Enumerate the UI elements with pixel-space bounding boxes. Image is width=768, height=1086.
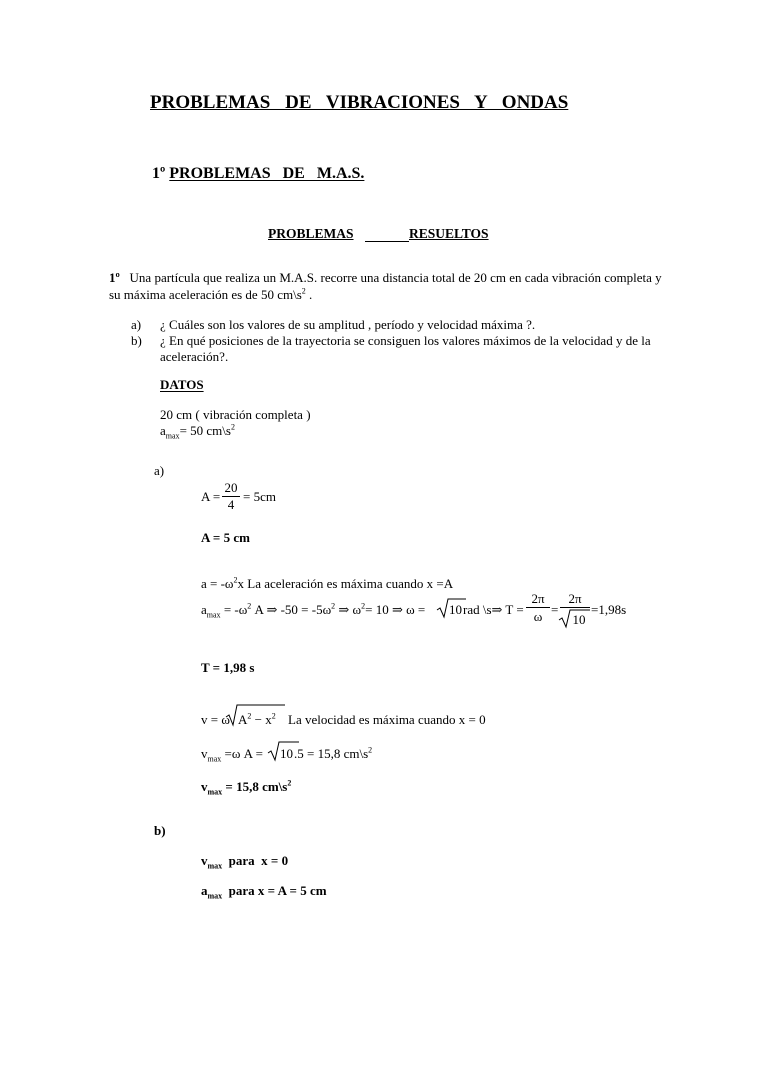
amp-denominator: 4 bbox=[227, 497, 235, 512]
omega-line bbox=[201, 601, 426, 620]
omega-p4: ⇒ ω bbox=[335, 602, 362, 617]
vel-pre: v = ω bbox=[201, 712, 230, 727]
vmax-v: v bbox=[201, 746, 208, 761]
vmax-result-value: = 15,8 cm\s bbox=[222, 779, 288, 794]
vmax-p3: .5 = 15,8 cm\s bbox=[294, 746, 369, 761]
datos-line1: 20 cm ( vibración completa ) bbox=[160, 407, 311, 422]
vmax-v-sub: max bbox=[207, 754, 222, 764]
section-number: 1º bbox=[152, 165, 166, 182]
problem-statement-line2 bbox=[109, 287, 312, 302]
subtitle-left: PROBLEMAS bbox=[268, 226, 354, 241]
problem-text-2-exp: 2 bbox=[301, 286, 306, 296]
datos-a-sub: max bbox=[165, 431, 180, 441]
vmax-sqrt-arg: 10 bbox=[280, 746, 293, 761]
datos-line2 bbox=[160, 422, 235, 441]
part-b-label: b) bbox=[154, 823, 166, 838]
vmax-result-v: v bbox=[201, 779, 208, 794]
document-title: PROBLEMAS DE VIBRACIONES Y ONDAS bbox=[150, 92, 569, 113]
vel-post: La velocidad es máxima cuando x = 0 bbox=[288, 712, 486, 727]
problem-text-2-end: . bbox=[305, 287, 313, 302]
datos-heading: DATOS bbox=[160, 377, 204, 392]
omega-p2-exp: 2 bbox=[247, 601, 252, 611]
part-b-line1 bbox=[201, 853, 289, 871]
part-b-v: v bbox=[201, 853, 208, 868]
acc-post: x La aceleración es máxima cuando x =A bbox=[237, 576, 454, 591]
period-frac1-den: ω bbox=[533, 609, 543, 624]
period-result-inline: =1,98s bbox=[591, 602, 627, 617]
vel-sqrt-a: A bbox=[238, 712, 248, 727]
problem-statement-line1 bbox=[109, 270, 662, 285]
vmax-p2: =ω A = bbox=[221, 746, 263, 761]
omega-a: a bbox=[201, 602, 207, 617]
amp-numerator: 20 bbox=[224, 480, 238, 495]
part-b-v-sub: max bbox=[207, 861, 223, 871]
period-frac2-num: 2π bbox=[568, 591, 582, 606]
section-title: PROBLEMAS DE M.A.S. bbox=[169, 165, 365, 182]
vel-sqrt-x-exp: 2 bbox=[271, 711, 276, 721]
vmax-result-sub: max bbox=[207, 787, 223, 797]
omega-p6: rad \s⇒ T = bbox=[463, 602, 524, 617]
omega-sqrt-arg: 10 bbox=[449, 602, 462, 617]
question-a-text: ¿ Cuáles son los valores de su amplitud , período y velocidad máxima ?. bbox=[160, 317, 536, 332]
question-b-label: b) bbox=[131, 333, 142, 348]
subtitle-right: RESUELTOS bbox=[409, 226, 489, 241]
period-eq: = bbox=[551, 602, 559, 617]
omega-p5: = 10 ⇒ ω = bbox=[365, 602, 426, 617]
omega-p2: = -ω bbox=[220, 602, 248, 617]
part-b-a: a bbox=[201, 883, 208, 898]
question-b-text-2: aceleración?. bbox=[160, 349, 229, 364]
omega-p4-exp: 2 bbox=[361, 601, 366, 611]
vmax-line bbox=[201, 746, 263, 764]
acc-exp: 2 bbox=[233, 575, 238, 585]
amp-lhs: A = bbox=[201, 489, 221, 504]
problem-text-1: Una partícula que realiza un M.A.S. recorre una distancia total de 20 cm en cada vibración completa y bbox=[129, 270, 662, 285]
vmax-p3-exp: 2 bbox=[368, 745, 373, 755]
vel-sqrt-a-exp: 2 bbox=[247, 711, 252, 721]
period-frac1-bar bbox=[526, 607, 550, 608]
amp-result: A = 5 cm bbox=[201, 530, 250, 545]
omega-a-sub: max bbox=[206, 610, 221, 620]
amp-rhs: = 5cm bbox=[243, 489, 276, 504]
acc-line bbox=[201, 576, 453, 591]
datos-a: a bbox=[160, 423, 166, 438]
period-frac1-num: 2π bbox=[531, 591, 545, 606]
problem-number: 1º bbox=[109, 270, 120, 285]
vel-sqrt-content bbox=[238, 712, 276, 727]
vmax-result-exp: 2 bbox=[287, 778, 292, 788]
part-a-label: a) bbox=[154, 463, 165, 478]
period-result: T = 1,98 s bbox=[201, 660, 255, 675]
omega-p3-exp: 2 bbox=[331, 601, 336, 611]
part-b-v-text: para x = 0 bbox=[222, 853, 289, 868]
datos-a-value: = 50 cm\s bbox=[179, 423, 231, 438]
section-heading bbox=[152, 164, 364, 183]
vmax-rest bbox=[294, 746, 372, 761]
vmax-result bbox=[201, 778, 292, 797]
datos-a-exp: 2 bbox=[230, 422, 235, 432]
omega-p3: A ⇒ -50 = -5ω bbox=[251, 602, 332, 617]
question-a-label: a) bbox=[131, 317, 142, 332]
subtitle-underline-gap bbox=[365, 241, 409, 242]
vel-sqrt-minus-x: − x bbox=[251, 712, 272, 727]
part-b-a-sub: max bbox=[207, 891, 223, 901]
problem-text-2: su máxima aceleración es de 50 cm\s bbox=[109, 287, 302, 302]
question-b-text-1: ¿ En qué posiciones de la trayectoria se consiguen los valores máximos de la velocidad y de la bbox=[160, 333, 651, 348]
part-b-line2 bbox=[201, 883, 327, 901]
part-b-a-text: para x = A = 5 cm bbox=[222, 883, 327, 898]
period-frac2-den: 10 bbox=[572, 612, 586, 627]
acc-pre: a = -ω bbox=[201, 576, 234, 591]
